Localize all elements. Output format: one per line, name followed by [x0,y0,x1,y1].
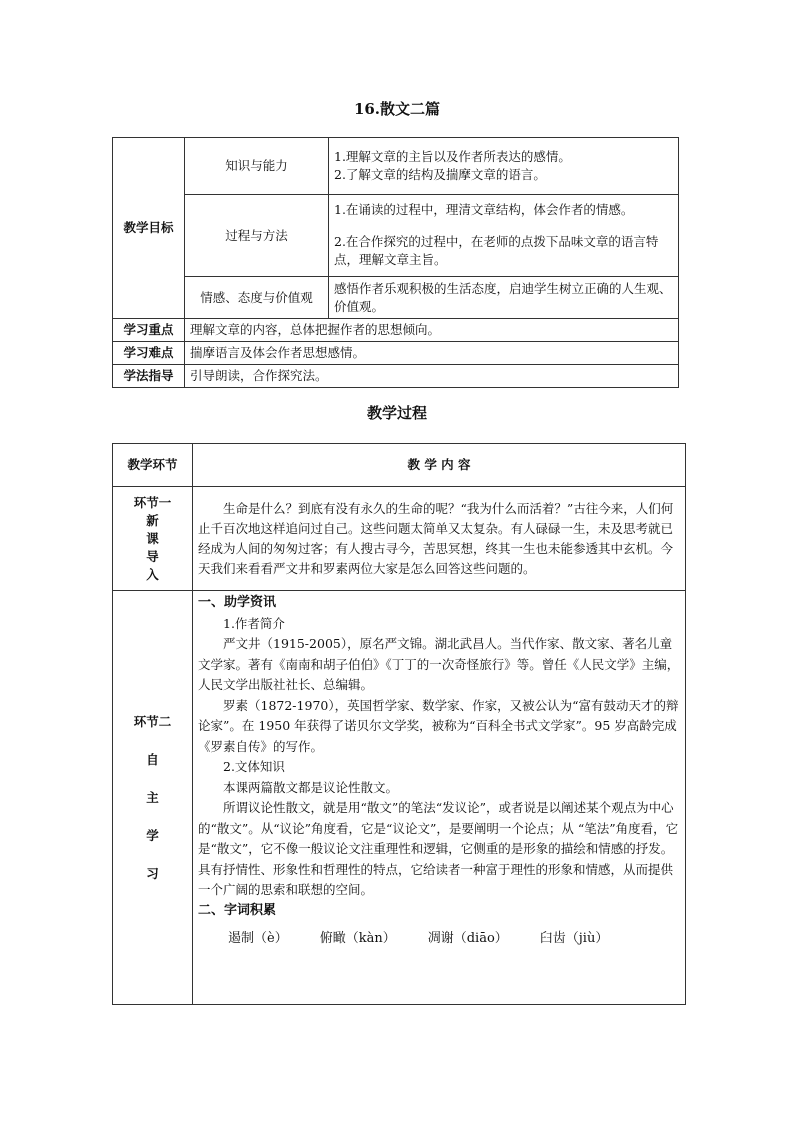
paragraph: 本课两篇散文都是议论性散文。 [223,779,399,795]
objective-name: 情感、态度与价值观 [185,277,329,319]
process-table [112,443,686,1005]
page-title: 16.散文二篇 [353,100,441,118]
header-content: 教 学 内 容 [193,444,686,487]
objective-name: 过程与方法 [185,195,329,277]
method-value: 引导朗读，合作探究法。 [185,365,679,388]
paragraph: 严文井（1915-2005），原名严文锦。湖北武昌人。当代作家、散文家、著名儿童文学家。著有《南南和胡子伯伯》《丁丁的一次奇怪旅行》等。曾任《人民文学》主编，人民文学出版社社长、总编辑。 [198,636,680,692]
stage1-label: 环节一 新 课 导 入 [113,487,193,591]
focus-value: 理解文章的内容，总体把握作者的思想倾向。 [185,319,679,342]
objective-content: 1.理解文章的主旨以及作者所表达的感情。 2.了解文章的结构及揣摩文章的语言。 [329,138,679,195]
header-stage: 教学环节 [113,444,193,487]
stage2-label: 环节二 自 主 学 习 [113,591,193,1005]
paragraph: 罗素（1872-1970），英国哲学家、数学家、作家，又被公认为“富有鼓动天才的辩论家”。在 1950 年获得了诺贝尔文学奖，被称为“百科全书式文学家”。95 岁高龄完成《罗素自传》的写作。 [198,697,679,754]
objectives-table [112,137,679,388]
focus-label: 学习重点 [113,319,185,342]
subheading: 1.作者简介 [223,615,285,631]
method-label: 学法指导 [113,365,185,388]
word-item: 遏制（è） [228,931,288,946]
subheading: 2.文体知识 [223,759,285,774]
stage1-content: 生命是什么？到底有没有永久的生命的呢？“我为什么而活着？”古往今来，人们何止千百次地这样追问过自己。这些问题太简单又太复杂。有人碌碌一生，未及思考就已经成为人间的匆匆过客；有人搜古寻今，苦思冥想，终其一生也未能参透其中玄机。今天我们来看看严文井和罗素两位大家是怎么回答这些问题的。 [193,487,686,591]
section-heading: 二、字词积累 [198,902,277,918]
difficulty-value: 揣摩语言及体会作者思想感情。 [185,342,679,365]
word-list [198,929,680,950]
objective-content: 1.在诵读的过程中，理清文章结构，体会作者的情感。 2.在合作探究的过程中，在老师的点拨下品味文章的语言特点，理解文章主旨。 [329,195,679,277]
word-item: 凋谢（diāo） [427,931,508,946]
objectives-label: 教学目标 [113,138,185,319]
paragraph: 所谓议论性散文，就是用“散文”的笔法“发议论”，或者说是以阐述某个观点为中心的“散文”。从“议论”角度看，它是“议论文”，是要阐明一个论点；从 “笔法”角度看，它是“散文”，它不像一般议论文注重理性和逻辑，它侧重的是形象的描绘和情感的抒发。 具有抒情性、形象性和哲理性的特点，它给读者一种富于理性的形象和情感，从而提供一个广阔的思索和联想的空间。 [198,800,679,897]
objective-name: 知识与能力 [185,138,329,195]
word-item: 俯瞰（kàn） [319,931,396,946]
process-title: 教学过程 [366,404,427,422]
stage2-content [193,591,686,1005]
section-heading: 一、助学资讯 [198,595,277,610]
objective-content: 感悟作者乐观积极的生活态度，启迪学生树立正确的人生观、价值观。 [329,277,679,319]
word-item: 臼齿（jiù） [539,931,609,946]
difficulty-label: 学习难点 [113,342,185,365]
